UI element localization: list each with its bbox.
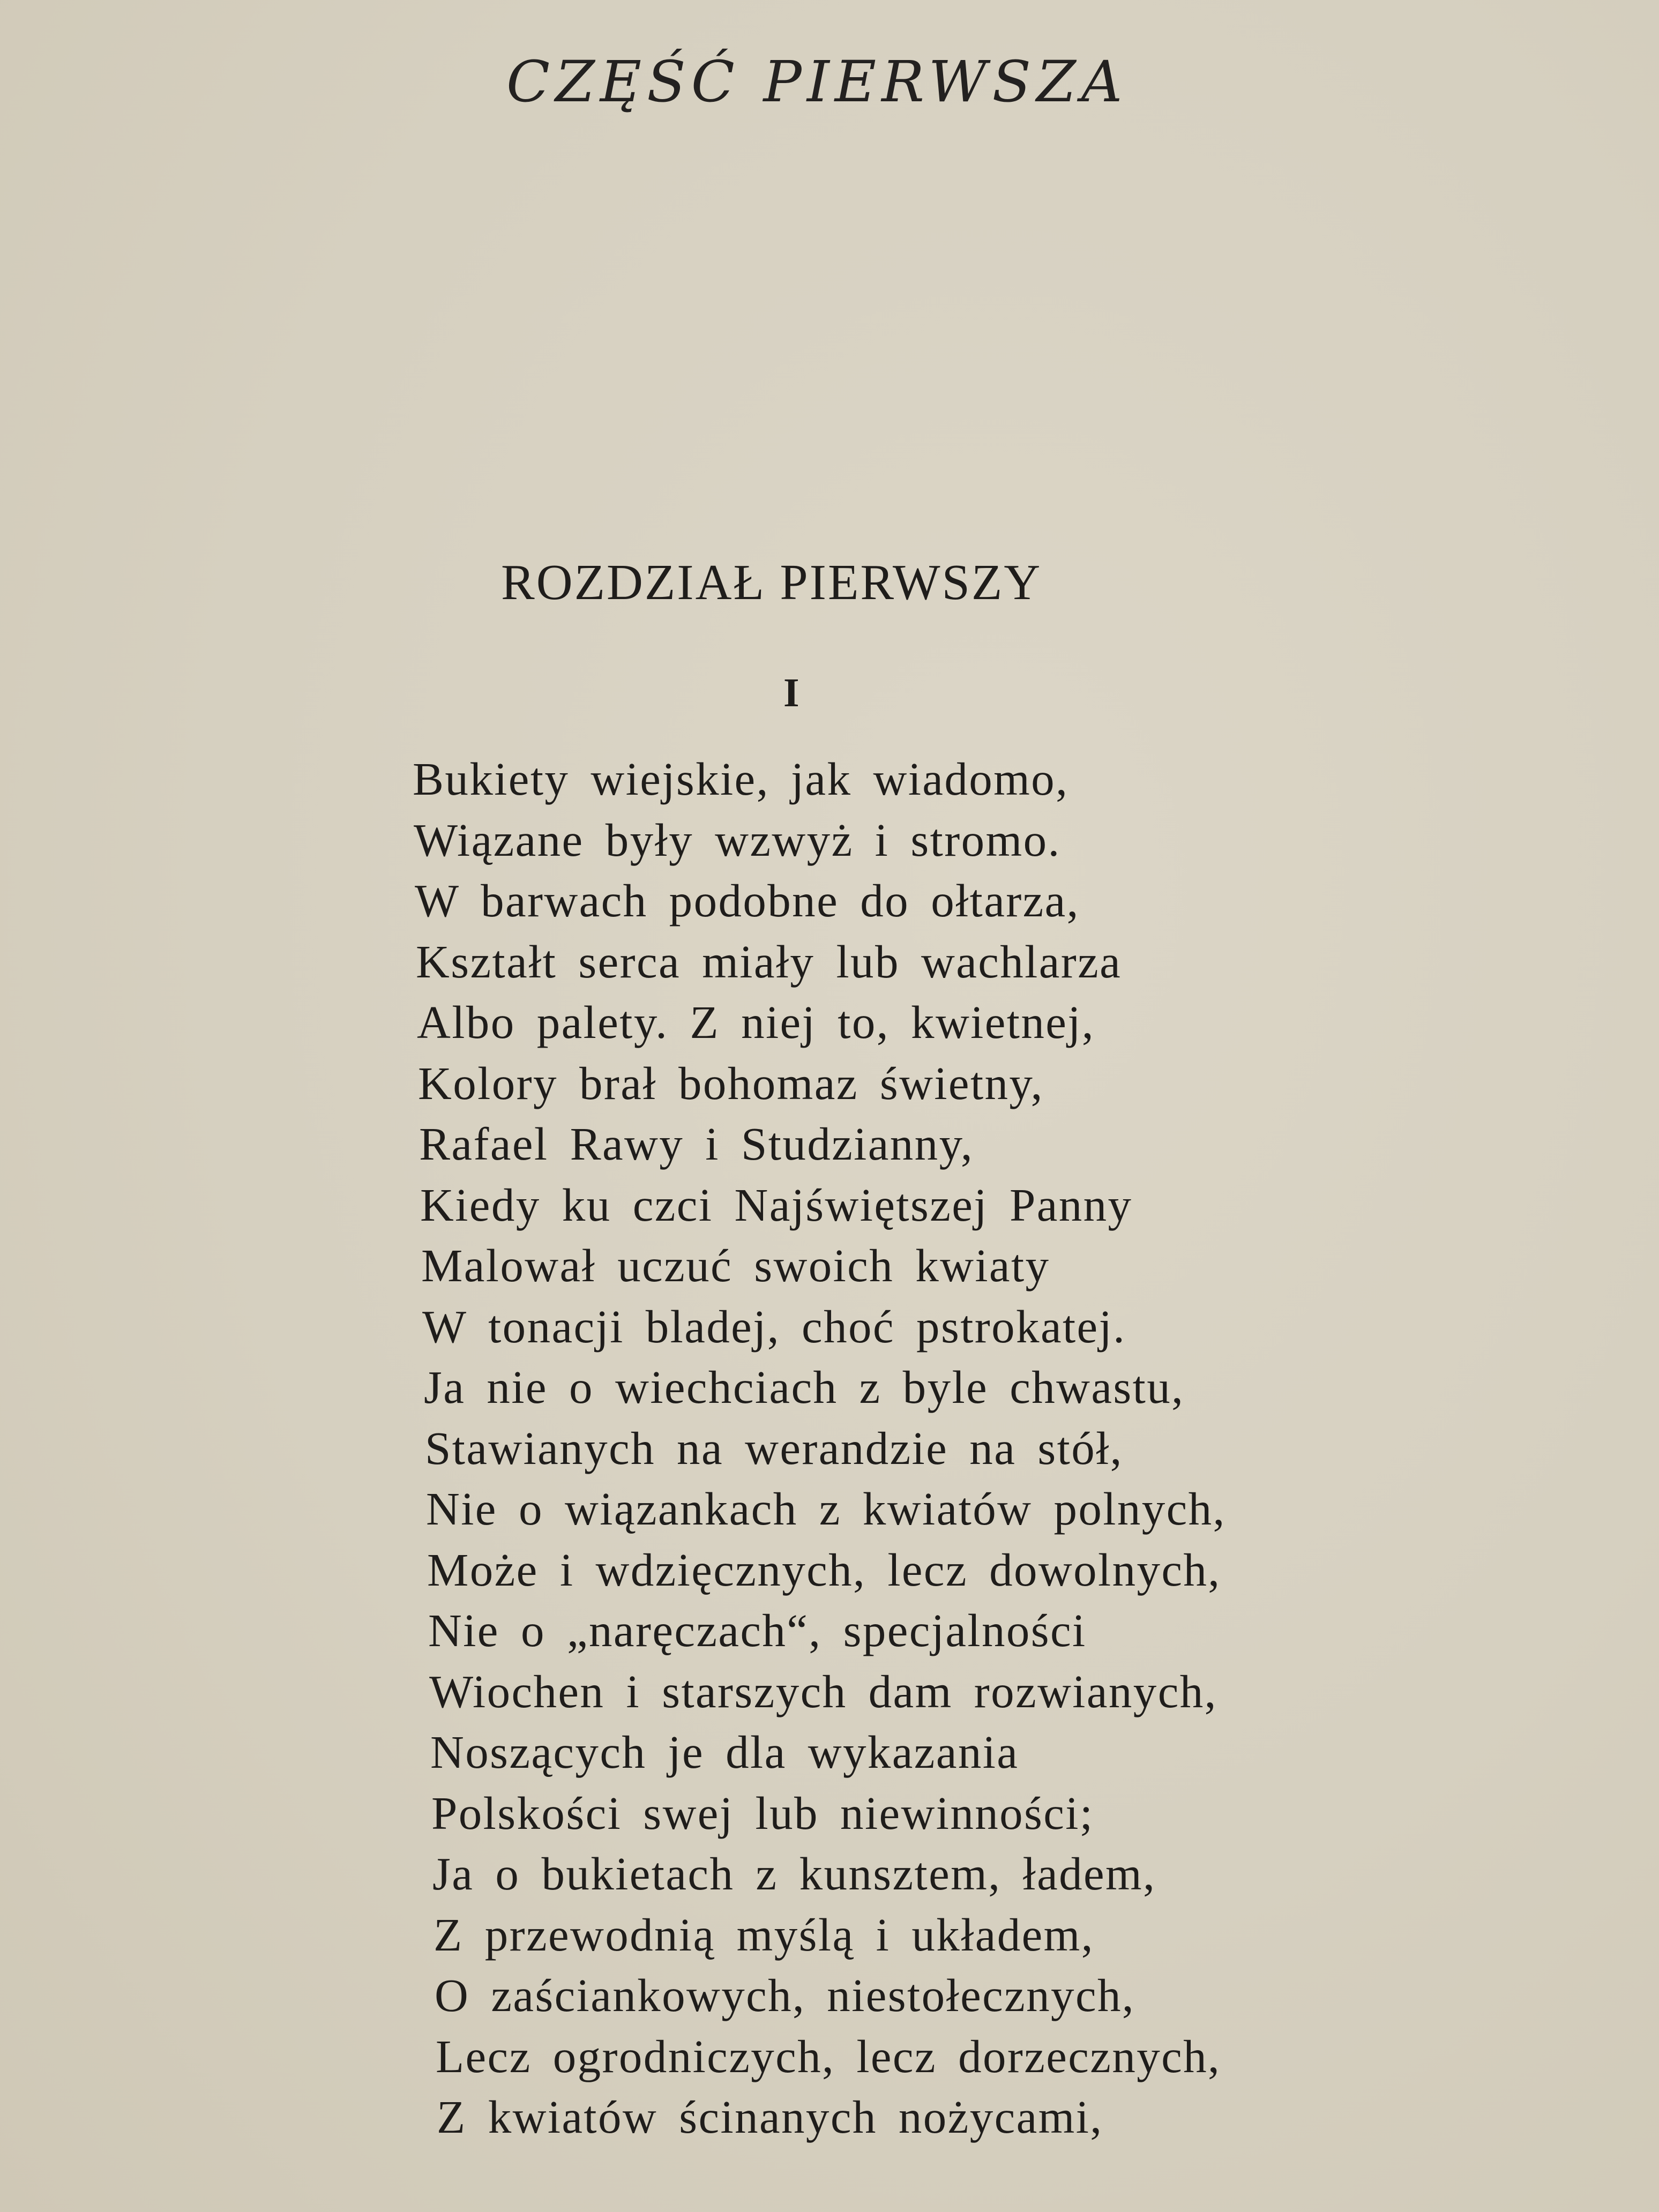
chapter-title: ROZDZIAŁ PIERWSZY xyxy=(501,555,1042,610)
poem-line: Nie o „naręczach“, specjalności xyxy=(428,1604,1087,1656)
poem-line: Ja o bukietach z kunsztem, ładem, xyxy=(432,1848,1156,1900)
poem-line: Rafael Rawy i Studzianny, xyxy=(419,1118,974,1170)
poem-line: O zaściankowych, niestołecznych, xyxy=(435,1969,1135,2021)
poem-line: Kształt serca miały lub wachlarza xyxy=(416,936,1122,988)
poem-line: Lecz ogrodniczych, lecz dorzecznych, xyxy=(436,2030,1221,2082)
poem-line: Polskości swej lub niewinności; xyxy=(431,1787,1094,1839)
poem-line: Noszących je dla wykazania xyxy=(430,1726,1019,1778)
part-title: CZĘŚĆ PIERWSZA xyxy=(506,49,1128,115)
poem-line: Może i wdzięcznych, lecz dowolnych, xyxy=(427,1544,1221,1596)
poem-line: Albo palety. Z niej to, kwietnej, xyxy=(417,996,1095,1048)
poem-line: W barwach podobne do ołtarza, xyxy=(415,875,1080,926)
poem-line: Nie o wiązankach z kwiatów polnych, xyxy=(426,1483,1226,1535)
poem-line: Malował uczuć swoich kwiaty xyxy=(421,1239,1050,1291)
poem-line: Ja nie o wiechciach z byle chwastu, xyxy=(424,1361,1185,1413)
poem-line: Bukiety wiejskie, jak wiadomo, xyxy=(413,753,1069,805)
poem-line: Z przewodnią myślą i układem, xyxy=(434,1909,1094,1961)
poem-line: Wiochen i starszych dam rozwianych, xyxy=(429,1665,1217,1717)
section-number: I xyxy=(783,670,799,715)
poem-line: W tonacji bladej, choć pstrokatej. xyxy=(422,1301,1126,1352)
poem-line: Kiedy ku czci Najświętszej Panny xyxy=(420,1179,1133,1231)
poem-line: Wiązane były wzwyż i stromo. xyxy=(414,814,1061,866)
poem-line: Stawianych na werandzie na stół, xyxy=(425,1422,1123,1474)
poem-line: Kolory brał bohomaz świetny, xyxy=(418,1057,1044,1109)
poem-line: Z kwiatów ścinanych nożycami, xyxy=(437,2091,1103,2143)
